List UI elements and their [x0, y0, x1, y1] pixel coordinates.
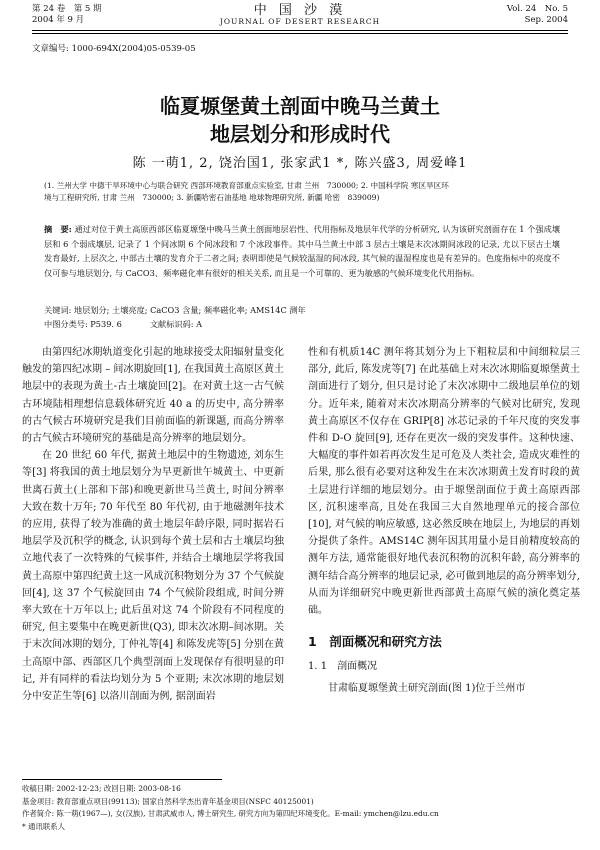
- footnote-author: 作者简介: 陈一萌(1967—), 女(汉族), 甘肃武威市人, 博士研究生, 研究方向为第四纪环境变化。E-mail: ymchen@lzu.edu.cn: [22, 809, 439, 819]
- left-column: [22, 344, 284, 705]
- classification: [44, 319, 230, 330]
- journal-name-en: JOURNAL OF DESERT RESEARCH: [219, 17, 381, 26]
- footnotes: [22, 783, 580, 833]
- footnote-rule: [22, 779, 222, 780]
- body-paragraph: 由第四纪冰期轨道变化引起的地球接受太阳辐射量变化触发的第四纪冰期 – 间冰期旋回[1], 在我国黄土高原区黄土地层中的表现为黄土-古土壤旋回[2]。在对黄土这一古气候古环境陆相理想信息载体研究近 40 a 的历史中, 高分辨率的古气候古环境研究是我们目前面临的新课题, 而高分辨率的古气候古环境研究的基础是高分辨率的地层划分。: [22, 347, 284, 445]
- title-line-2: 地层划分和形成时代: [210, 122, 390, 146]
- affiliation-line-2: 境与工程研究所, 甘肃 兰州 730000; 3. 新疆哈密石油基地 地球物理研究所, 新疆 哈密 839009): [44, 193, 380, 202]
- clc-number: 中图分类号: P539. 6: [44, 319, 122, 329]
- body-paragraph: 甘肃临夏塬堡黄土研究剖面(图 1)位于兰州市: [328, 682, 526, 694]
- volume-en: Vol. 24 No. 5: [506, 4, 568, 14]
- abstract: [44, 222, 560, 280]
- body-paragraph: 性和有机质14C 测年将其划分为上下粗粒层和中间细粒层三部分, 此后, 陈发虎等[7] 在此基础上对末次冰期临夏塬堡黄土剖面进行了划分, 但只是讨论了末次冰期中二级地层单位的划分。近年来, 随着对末次冰期高分辨率的气候对比研究, 发现黄土高原区不仅存在 GRIP[8] 冰芯记录的千年尺度的突发事件和 D-O 旋回[9], 还存在更次一级的突发事件。这种快速、大幅度的事件如若再次发生足可危及人类社会, 造成灾难性的后果, 那么很有必要对这种发生在末次冰期黄土发育时段的黄土层进行详细的地层划分。由于塬堡剖面位于黄土高原西部区, 沉积速率高, 且处在我国三大自然地理单元的接合部位[10], 对气候的响应敏感, 这必然反映在地层上, 为地层的再划分提供了条件。AMS14C 测年因其用量小是目前精度较高的测年方法, 通常能很好地代表沉积物的沉积年龄, 高分辨率的测年结合高分辨率的地层记录, 必可做到地层的高分辨率划分, 从而为详细研究中晚更新世西部黄土高原气候的演化奠定基础。: [308, 347, 580, 617]
- running-header: [32, 4, 568, 28]
- footnote-funding: 基金项目: 教育部重点项目(99113); 国家自然科学杰出青年基金项目(NSFC 40125001): [22, 796, 314, 806]
- affiliations: [44, 180, 560, 204]
- right-column: [308, 344, 580, 697]
- footnote-corresponding: * 通讯联系人: [22, 821, 65, 831]
- header-right: [507, 4, 568, 26]
- title-line-1: 临夏塬堡黄土剖面中晚马兰黄土: [160, 94, 440, 118]
- abstract-text: 通过对位于黄土高原西部区临夏塬堡中晚马兰黄土剖面地层岩性、代用指标及地层年代学的分析研究, 认为该研究剖面存在 1 个强成壤层和 6 个弱成壤层, 记录了 1 个间冰期 6 个间冰段和 7 个冰段事件。其中马兰黄土中部 3 层古土壤是末次冰期间冰段的记录, 尤以下层古土壤发育最好, 上层次之, 中部古土壤的发育介于二者之间; 表明即使是气候较温湿的间冰段, 其气候的温湿程度也是有差异的。色度指标中的亮度不仅可参与地层划分, 与 CaCO3、频率磁化率有很好的相关关系, 而且是一个可靠的、更为敏感的气候环境变化代用指标。: [44, 224, 561, 278]
- article-number: 文章编号: 1000-694X(2004)05-0539-05: [32, 44, 196, 54]
- journal-name-cn: 中 国 沙 漠: [253, 3, 347, 18]
- footnote-received: 收稿日期: 2002-12-23; 改回日期: 2003-08-16: [22, 784, 181, 793]
- section-heading: 1 剖面概况和研究方法: [308, 634, 442, 650]
- paper-title: [40, 92, 560, 148]
- header-rule-thin: [32, 33, 568, 34]
- abstract-label: 摘 要:: [44, 224, 72, 234]
- author-list: 陈 一萌1, 2, 饶治国1, 张家武1 *, 陈兴盛3, 周爱峰1: [132, 156, 468, 171]
- keywords: 关键词: 地层划分; 土壤亮度; CaCO3 含量; 频率磁化率; AMS14C 测年: [44, 305, 306, 315]
- volume-cn: 第 24 卷 第 5 期: [32, 4, 102, 14]
- subsection-heading: 1. 1 剖面概况: [308, 661, 378, 673]
- affiliation-line-1: (1. 兰州大学 中德干旱环境中心与联合研究 西部环境教育部重点实验室, 甘肃 兰州 730000; 2. 中国科学院 寒区旱区环: [44, 181, 449, 190]
- document-code: 文献标识码: A: [149, 319, 203, 329]
- date-cn: 2004 年 9 月: [32, 15, 85, 25]
- header-center: [32, 4, 568, 26]
- header-rule-thick: [32, 30, 568, 31]
- body-paragraph: 在 20 世纪 60 年代, 据黄土地层中的生物遗迹, 刘东生等[3] 将我国的黄土地层划分为早更新世午城黄土、中更新世离石黄土(上部和下部)和晚更新世马兰黄土, 时间分辨率大致在数十万年; 70 年代至 80 年代初, 由于地磁测年技术的应用, 获得了较为准确的黄土地层年龄序限, 同时据岩石地层学及沉积学的概念, 认识到每个黄土层和古土壤层均独立地代表了一次特殊的气候事件, 并结合土壤地层学将我国黄土高原中第四纪黄土这一风成沉积物划分为 37 个气候旋回[4], 这 37 个气候旋回由 74 个气候阶段组成, 时间分辨率大致在十万年以上; 此后虽对这 74 个阶段有不同程度的研究, 但主要集中在晚更新世(Q3), 即末次冰期–间冰期。关于末次间冰期的划分, 丁仲礼等[4] 和陈发虎等[5] 分别在黄土高原中部、西部区几个典型剖面上发现保存有很明显的印记, 并有同样的看法均划分为 5 个亚期; 末次冰期的地层划分中安芷生等[6] 以洛川剖面为例, 据剖面岩: [22, 450, 284, 703]
- date-en: Sep. 2004: [524, 15, 568, 25]
